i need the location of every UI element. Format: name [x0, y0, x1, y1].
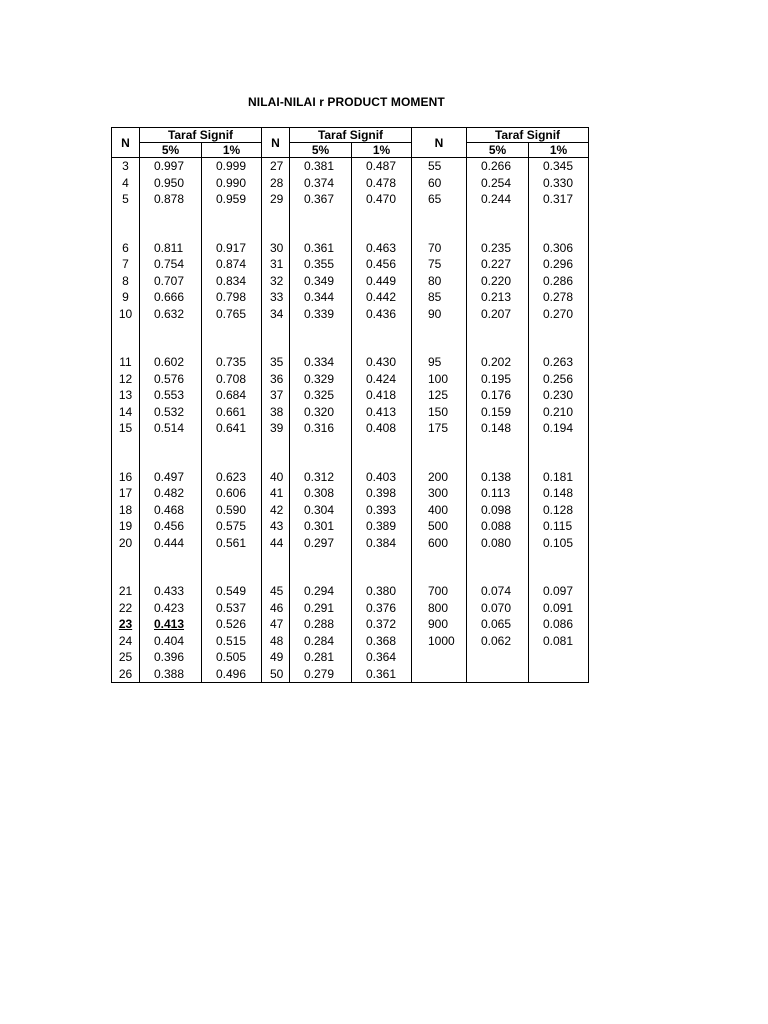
cell-r1-a: 0.606: [202, 485, 262, 502]
cell-n-a: 3: [112, 158, 140, 175]
cell-r5-b: 0.284: [290, 633, 352, 650]
cell-r5-c: 0.080: [467, 535, 529, 552]
cell-r5-a: 0.444: [140, 535, 202, 552]
cell-n-b: 35: [262, 354, 290, 371]
cell-r5-b: 0.381: [290, 158, 352, 175]
cell-r5-c: 0.254: [467, 175, 529, 192]
cell-r5-a: 0.468: [140, 502, 202, 519]
cell-r1-b: 0.418: [352, 387, 412, 404]
cell-r5-b: 0.291: [290, 600, 352, 617]
cell-r5-a: 0.576: [140, 371, 202, 388]
cell-n-c: 900: [412, 616, 467, 633]
cell-n-c: 65: [412, 191, 467, 208]
cell-r1-c: 0.270: [529, 306, 589, 323]
cell-r1-b: 0.436: [352, 306, 412, 323]
cell-n-c: 600: [412, 535, 467, 552]
cell-r5-c: 0.220: [467, 273, 529, 290]
cell-r1-a: 0.537: [202, 600, 262, 617]
cell-r1-b: 0.430: [352, 354, 412, 371]
cell-n-c: [412, 666, 467, 683]
table-row: [112, 175, 589, 192]
table-row: [112, 354, 589, 371]
cell-r1-a: 0.735: [202, 354, 262, 371]
cell-r5-a: 0.388: [140, 666, 202, 683]
cell-n-c: 55: [412, 158, 467, 175]
cell-n-c: 200: [412, 469, 467, 486]
cell-n-b: 34: [262, 306, 290, 323]
cell-r5-c: 0.207: [467, 306, 529, 323]
cell-r5-b: 0.279: [290, 666, 352, 683]
cell-r1-a: 0.549: [202, 583, 262, 600]
table-row: [112, 306, 589, 323]
group-spacer: [112, 437, 589, 469]
cell-r5-c: 0.148: [467, 420, 529, 437]
cell-r1-c: 0.181: [529, 469, 589, 486]
cell-r1-a: 0.917: [202, 240, 262, 257]
cell-n-c: 700: [412, 583, 467, 600]
cell-r1-a: 0.798: [202, 289, 262, 306]
cell-n-b: 29: [262, 191, 290, 208]
cell-r5-b: 0.334: [290, 354, 352, 371]
cell-n-c: 90: [412, 306, 467, 323]
cell-r1-a: 0.515: [202, 633, 262, 650]
col-5-header-2: 5%: [290, 143, 352, 158]
table-row: [112, 502, 589, 519]
col-1-header-1: 1%: [202, 143, 262, 158]
cell-n-c: 800: [412, 600, 467, 617]
cell-r5-b: 0.339: [290, 306, 352, 323]
cell-n-a: 13: [112, 387, 140, 404]
r-product-moment-table: [111, 127, 589, 683]
table-row: [112, 649, 589, 666]
cell-r1-a: 0.999: [202, 158, 262, 175]
cell-n-a: 18: [112, 502, 140, 519]
cell-r5-b: 0.294: [290, 583, 352, 600]
cell-r1-b: 0.408: [352, 420, 412, 437]
table-row: [112, 420, 589, 437]
cell-n-c: 400: [412, 502, 467, 519]
cell-r5-c: 0.202: [467, 354, 529, 371]
cell-n-b: 46: [262, 600, 290, 617]
cell-n-b: 49: [262, 649, 290, 666]
cell-r5-b: 0.316: [290, 420, 352, 437]
cell-n-c: 80: [412, 273, 467, 290]
table-row: [112, 633, 589, 650]
cell-r1-b: 0.389: [352, 518, 412, 535]
cell-r1-b: 0.380: [352, 583, 412, 600]
cell-n-a: 23: [112, 616, 140, 633]
cell-r5-a: 0.666: [140, 289, 202, 306]
cell-r1-a: 0.959: [202, 191, 262, 208]
cell-r5-a: 0.497: [140, 469, 202, 486]
cell-r1-a: 0.874: [202, 256, 262, 273]
cell-r1-a: 0.496: [202, 666, 262, 683]
cell-r5-a: 0.754: [140, 256, 202, 273]
table-body: [112, 158, 589, 683]
cell-r1-c: 0.230: [529, 387, 589, 404]
cell-n-c: 150: [412, 404, 467, 421]
table-row: [112, 404, 589, 421]
cell-r1-c: 0.091: [529, 600, 589, 617]
cell-r5-a: 0.878: [140, 191, 202, 208]
cell-n-b: 50: [262, 666, 290, 683]
n-header-1: N: [112, 128, 140, 158]
table-row: [112, 273, 589, 290]
cell-n-a: 4: [112, 175, 140, 192]
cell-r1-b: 0.442: [352, 289, 412, 306]
cell-r1-a: 0.765: [202, 306, 262, 323]
cell-r1-a: 0.641: [202, 420, 262, 437]
table-row: [112, 666, 589, 683]
cell-r5-c: 0.062: [467, 633, 529, 650]
cell-r1-c: 0.105: [529, 535, 589, 552]
cell-n-a: 17: [112, 485, 140, 502]
cell-r1-c: 0.194: [529, 420, 589, 437]
cell-r1-c: 0.317: [529, 191, 589, 208]
cell-r1-a: 0.561: [202, 535, 262, 552]
cell-r1-c: 0.115: [529, 518, 589, 535]
cell-n-a: 25: [112, 649, 140, 666]
cell-n-b: 41: [262, 485, 290, 502]
table-row: [112, 518, 589, 535]
cell-r5-c: [467, 666, 529, 683]
cell-n-a: 8: [112, 273, 140, 290]
cell-r1-c: 0.148: [529, 485, 589, 502]
table-row: [112, 469, 589, 486]
cell-n-c: 60: [412, 175, 467, 192]
cell-r1-a: 0.990: [202, 175, 262, 192]
cell-r1-c: 0.086: [529, 616, 589, 633]
cell-n-c: 1000: [412, 633, 467, 650]
cell-r5-b: 0.361: [290, 240, 352, 257]
cell-r1-b: 0.449: [352, 273, 412, 290]
col-5-header-1: 5%: [140, 143, 202, 158]
cell-r5-a: 0.396: [140, 649, 202, 666]
cell-r1-b: 0.413: [352, 404, 412, 421]
table-row: [112, 485, 589, 502]
cell-r5-a: 0.553: [140, 387, 202, 404]
cell-n-b: 33: [262, 289, 290, 306]
cell-n-b: 44: [262, 535, 290, 552]
cell-n-a: 10: [112, 306, 140, 323]
cell-n-b: 45: [262, 583, 290, 600]
cell-r5-a: 0.602: [140, 354, 202, 371]
cell-r1-b: 0.376: [352, 600, 412, 617]
cell-r1-c: [529, 649, 589, 666]
group-spacer: [112, 208, 589, 240]
cell-n-b: 47: [262, 616, 290, 633]
cell-r1-c: 0.097: [529, 583, 589, 600]
group-spacer: [112, 322, 589, 354]
cell-r1-c: 0.286: [529, 273, 589, 290]
cell-r1-c: 0.306: [529, 240, 589, 257]
cell-n-c: 175: [412, 420, 467, 437]
cell-r5-a: 0.707: [140, 273, 202, 290]
cell-r5-b: 0.312: [290, 469, 352, 486]
cell-n-c: 85: [412, 289, 467, 306]
cell-r1-b: 0.398: [352, 485, 412, 502]
cell-r5-b: 0.288: [290, 616, 352, 633]
cell-r1-c: 0.296: [529, 256, 589, 273]
page-title: NILAI-NILAI r PRODUCT MOMENT: [248, 95, 445, 109]
cell-n-b: 48: [262, 633, 290, 650]
cell-r1-c: 0.128: [529, 502, 589, 519]
cell-r1-c: 0.278: [529, 289, 589, 306]
cell-n-c: 125: [412, 387, 467, 404]
cell-n-b: 27: [262, 158, 290, 175]
cell-r5-c: 0.065: [467, 616, 529, 633]
cell-r5-b: 0.308: [290, 485, 352, 502]
cell-n-a: 26: [112, 666, 140, 683]
cell-r5-c: 0.227: [467, 256, 529, 273]
group-spacer: [112, 551, 589, 583]
table-row: [112, 616, 589, 633]
cell-r1-a: 0.590: [202, 502, 262, 519]
cell-n-b: 30: [262, 240, 290, 257]
table-row: [112, 583, 589, 600]
cell-r1-c: 0.345: [529, 158, 589, 175]
table-row: [112, 256, 589, 273]
cell-n-b: 32: [262, 273, 290, 290]
cell-r5-a: 0.632: [140, 306, 202, 323]
cell-r1-c: [529, 666, 589, 683]
cell-n-b: 31: [262, 256, 290, 273]
cell-r5-b: 0.281: [290, 649, 352, 666]
cell-n-b: 40: [262, 469, 290, 486]
cell-r5-c: 0.113: [467, 485, 529, 502]
cell-n-c: 500: [412, 518, 467, 535]
cell-r1-b: 0.478: [352, 175, 412, 192]
cell-r5-b: 0.329: [290, 371, 352, 388]
cell-r5-c: 0.074: [467, 583, 529, 600]
cell-r1-b: 0.361: [352, 666, 412, 683]
cell-n-a: 20: [112, 535, 140, 552]
cell-r1-b: 0.372: [352, 616, 412, 633]
cell-r1-c: 0.256: [529, 371, 589, 388]
cell-r5-c: 0.266: [467, 158, 529, 175]
cell-r1-a: 0.684: [202, 387, 262, 404]
cell-r5-b: 0.325: [290, 387, 352, 404]
cell-n-a: 5: [112, 191, 140, 208]
cell-n-a: 16: [112, 469, 140, 486]
table-row: [112, 289, 589, 306]
cell-n-b: 38: [262, 404, 290, 421]
cell-n-a: 11: [112, 354, 140, 371]
cell-r5-c: 0.159: [467, 404, 529, 421]
cell-r5-b: 0.355: [290, 256, 352, 273]
cell-n-b: 43: [262, 518, 290, 535]
col-1-header-2: 1%: [352, 143, 412, 158]
cell-r5-a: 0.404: [140, 633, 202, 650]
cell-r5-b: 0.344: [290, 289, 352, 306]
cell-r5-c: 0.244: [467, 191, 529, 208]
cell-r5-c: 0.195: [467, 371, 529, 388]
table-row: [112, 191, 589, 208]
cell-n-c: 300: [412, 485, 467, 502]
cell-r1-c: 0.330: [529, 175, 589, 192]
cell-n-c: 95: [412, 354, 467, 371]
cell-r5-a: 0.482: [140, 485, 202, 502]
table-row: [112, 600, 589, 617]
table-row: [112, 240, 589, 257]
cell-r5-a: 0.456: [140, 518, 202, 535]
cell-r1-a: 0.708: [202, 371, 262, 388]
cell-r1-a: 0.834: [202, 273, 262, 290]
cell-r1-b: 0.456: [352, 256, 412, 273]
cell-r5-b: 0.297: [290, 535, 352, 552]
cell-r1-c: 0.210: [529, 404, 589, 421]
cell-r5-c: 0.098: [467, 502, 529, 519]
cell-r1-a: 0.575: [202, 518, 262, 535]
cell-n-a: 22: [112, 600, 140, 617]
cell-r1-a: 0.623: [202, 469, 262, 486]
cell-n-a: 14: [112, 404, 140, 421]
cell-r1-b: 0.384: [352, 535, 412, 552]
cell-r5-c: 0.176: [467, 387, 529, 404]
cell-r5-c: [467, 649, 529, 666]
table-row: [112, 387, 589, 404]
cell-r5-c: 0.070: [467, 600, 529, 617]
cell-r5-a: 0.950: [140, 175, 202, 192]
cell-r1-c: 0.081: [529, 633, 589, 650]
cell-n-a: 12: [112, 371, 140, 388]
cell-r5-b: 0.301: [290, 518, 352, 535]
cell-r1-a: 0.505: [202, 649, 262, 666]
cell-r1-b: 0.487: [352, 158, 412, 175]
cell-r1-b: 0.393: [352, 502, 412, 519]
cell-n-a: 15: [112, 420, 140, 437]
cell-n-b: 36: [262, 371, 290, 388]
cell-r5-a: 0.532: [140, 404, 202, 421]
cell-r1-a: 0.526: [202, 616, 262, 633]
taraf-signif-header-3: Taraf Signif: [467, 128, 589, 143]
cell-r1-c: 0.263: [529, 354, 589, 371]
taraf-signif-header-1: Taraf Signif: [140, 128, 262, 143]
table-row: [112, 158, 589, 175]
cell-r5-c: 0.213: [467, 289, 529, 306]
cell-r1-b: 0.424: [352, 371, 412, 388]
taraf-signif-header-2: Taraf Signif: [290, 128, 412, 143]
cell-r5-b: 0.374: [290, 175, 352, 192]
cell-n-b: 37: [262, 387, 290, 404]
cell-r5-b: 0.304: [290, 502, 352, 519]
cell-n-a: 19: [112, 518, 140, 535]
cell-r5-c: 0.235: [467, 240, 529, 257]
cell-r1-b: 0.364: [352, 649, 412, 666]
cell-r5-a: 0.423: [140, 600, 202, 617]
cell-n-b: 39: [262, 420, 290, 437]
cell-n-a: 7: [112, 256, 140, 273]
cell-r5-a: 0.997: [140, 158, 202, 175]
cell-n-c: 75: [412, 256, 467, 273]
cell-r5-b: 0.320: [290, 404, 352, 421]
cell-n-a: 6: [112, 240, 140, 257]
cell-n-c: [412, 649, 467, 666]
cell-r5-a: 0.514: [140, 420, 202, 437]
cell-n-a: 24: [112, 633, 140, 650]
table-row: [112, 535, 589, 552]
cell-n-b: 42: [262, 502, 290, 519]
cell-n-a: 21: [112, 583, 140, 600]
cell-n-c: 70: [412, 240, 467, 257]
cell-r5-c: 0.088: [467, 518, 529, 535]
n-header-3: N: [412, 128, 467, 158]
table-row: [112, 371, 589, 388]
n-header-2: N: [262, 128, 290, 158]
cell-r5-a: 0.811: [140, 240, 202, 257]
cell-r5-b: 0.367: [290, 191, 352, 208]
cell-n-b: 28: [262, 175, 290, 192]
cell-r1-a: 0.661: [202, 404, 262, 421]
cell-r5-c: 0.138: [467, 469, 529, 486]
cell-r5-a: 0.433: [140, 583, 202, 600]
cell-r5-b: 0.349: [290, 273, 352, 290]
cell-n-a: 9: [112, 289, 140, 306]
cell-n-c: 100: [412, 371, 467, 388]
col-5-header-3: 5%: [467, 143, 529, 158]
cell-r1-b: 0.470: [352, 191, 412, 208]
col-1-header-3: 1%: [529, 143, 589, 158]
cell-r1-b: 0.368: [352, 633, 412, 650]
cell-r1-b: 0.403: [352, 469, 412, 486]
cell-r5-a: 0.413: [140, 616, 202, 633]
cell-r1-b: 0.463: [352, 240, 412, 257]
